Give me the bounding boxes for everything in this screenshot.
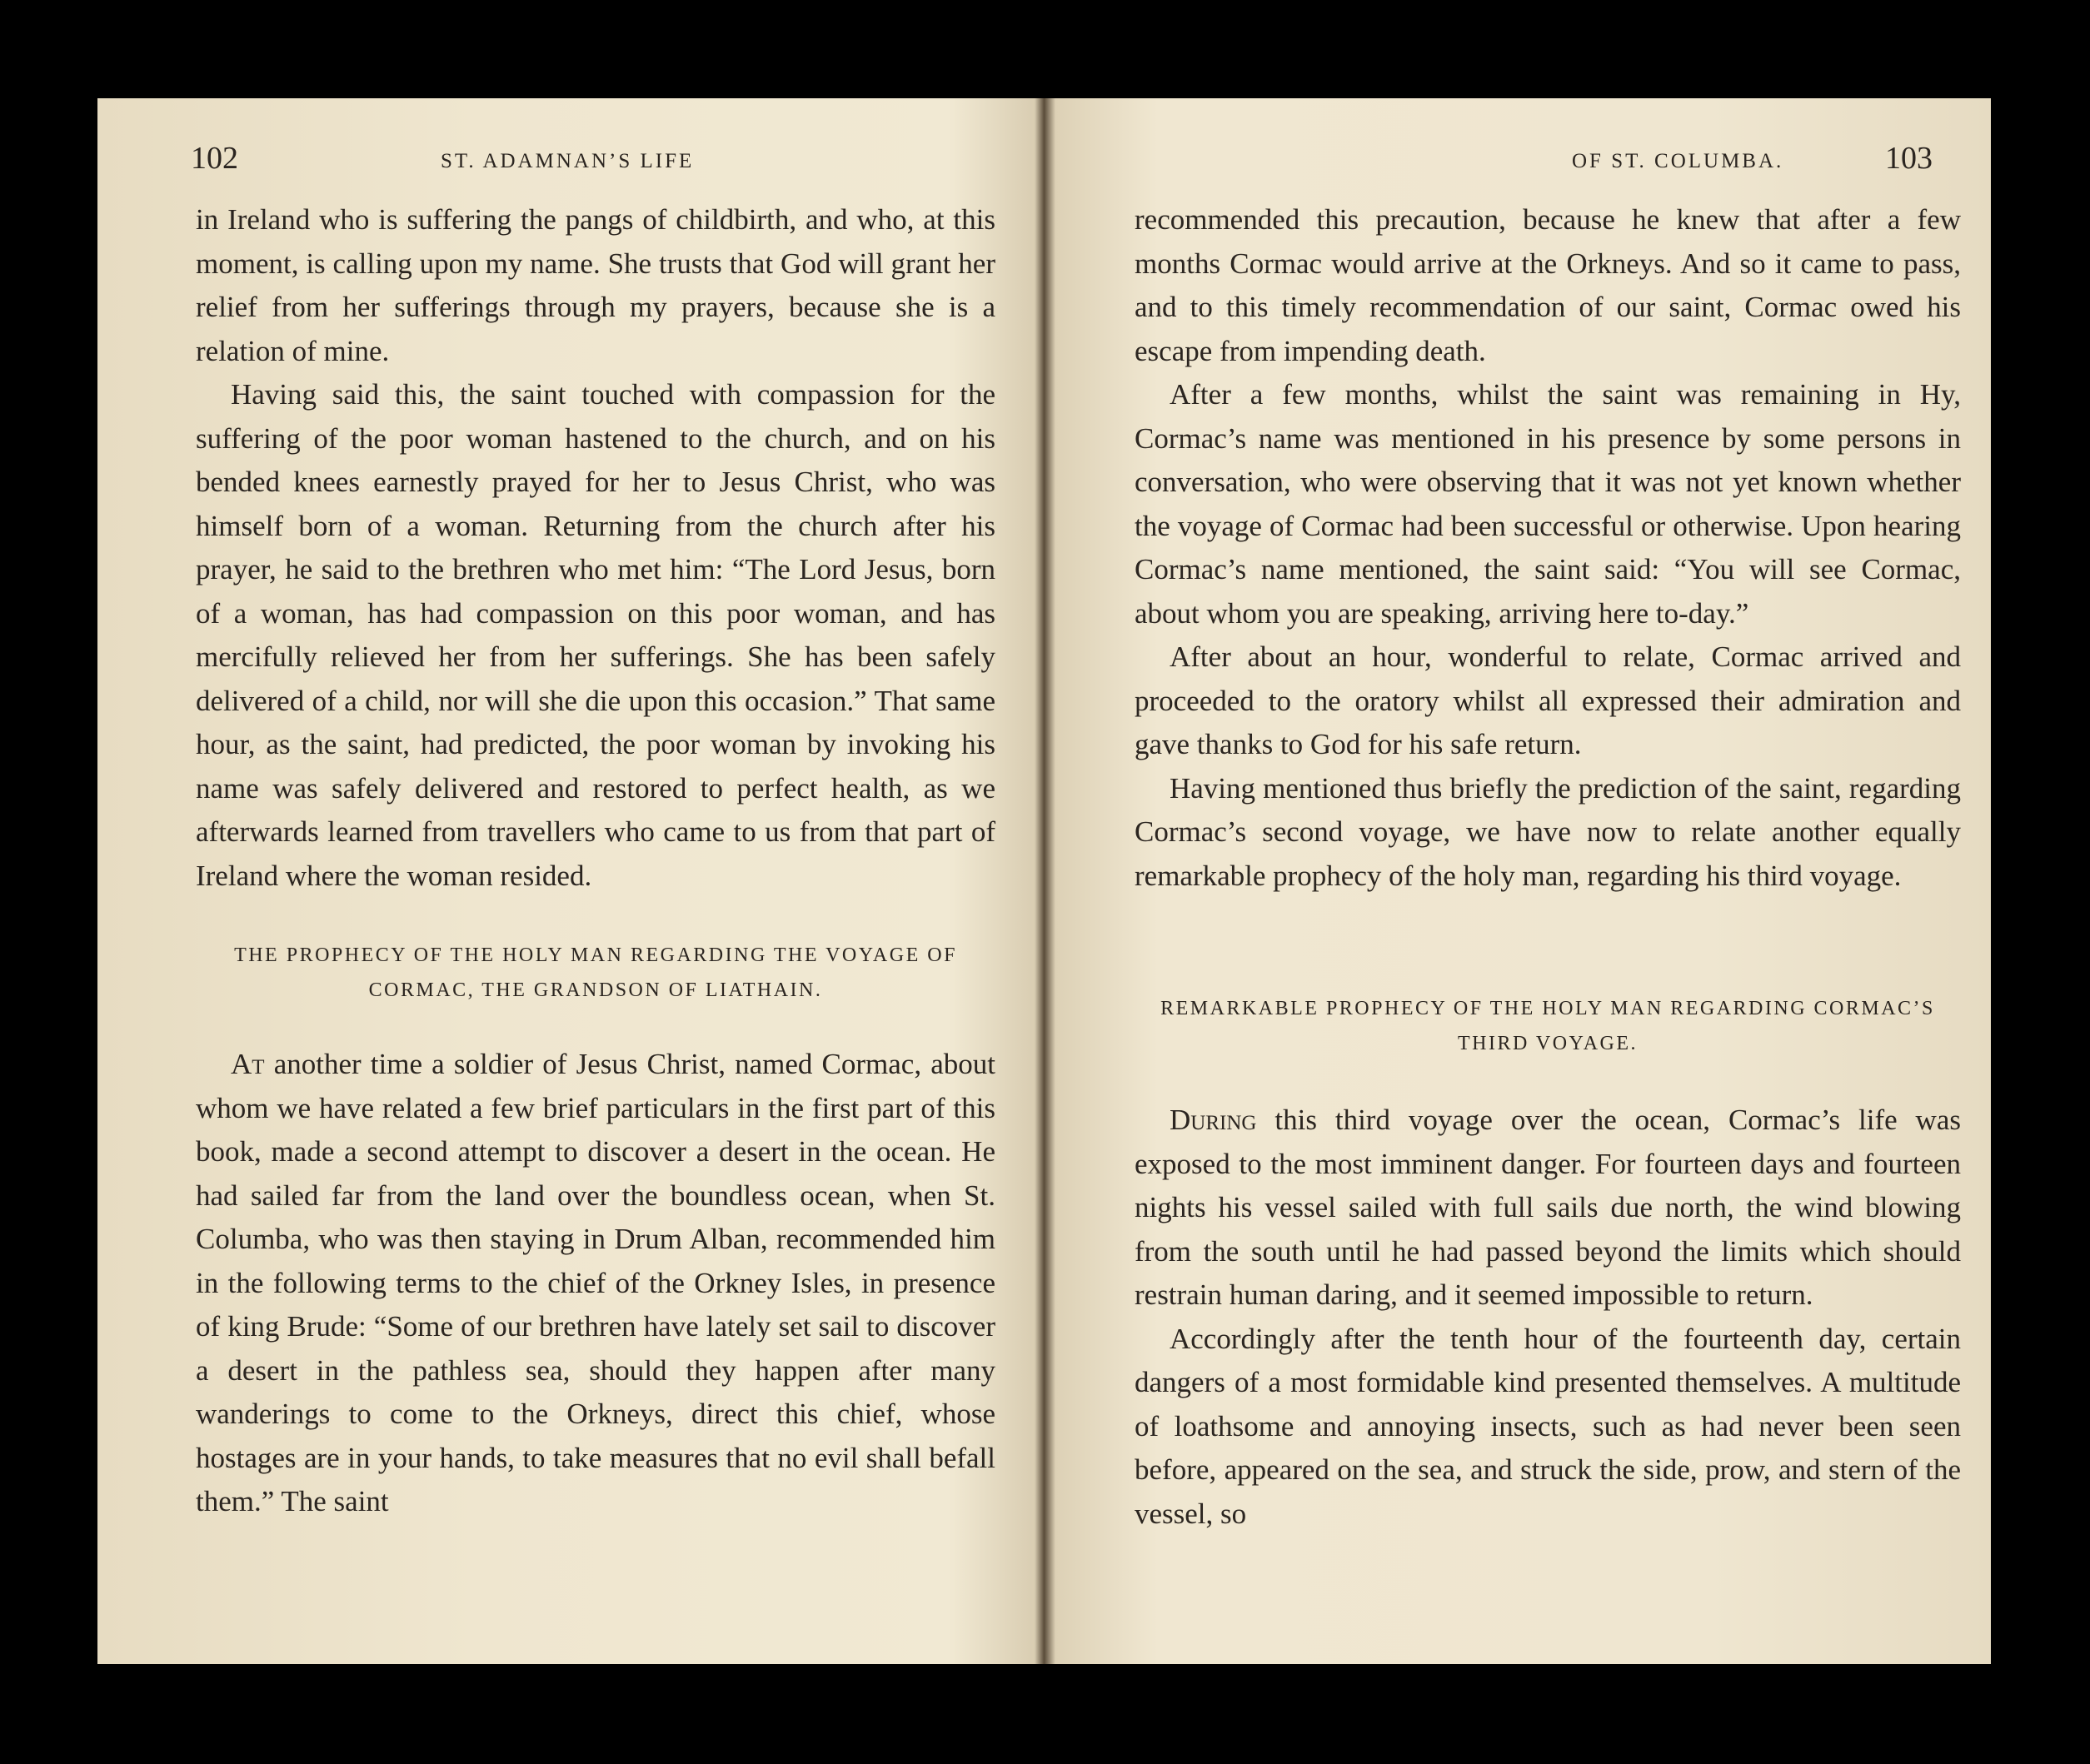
- paragraph: [196, 1043, 995, 1524]
- running-title-right: OF ST. COLUMBA.: [1572, 150, 1784, 172]
- page-number-left: 102: [191, 141, 238, 176]
- paragraph: in Ireland who is suffering the pangs of childbirth, and who, at this moment, is calling upon my name. She trusts that God will grant her relief from her sufferings through my prayers, because she is a relation of mine.: [196, 203, 995, 367]
- paragraph: After about an hour, wonderful to relate, Cormac arrived and proceeded to the oratory whilst all expressed their admiration and gave thanks to God for his safe return.: [1135, 640, 1961, 760]
- left-page: [97, 98, 1047, 1664]
- paragraph-text: another time a soldier of Jesus Christ, named Cormac, about whom we have related a few brief particulars in the first part of this book, made a second attempt to discover a desert in the ocean. He had sailed far from the land over the boundless ocean, when St. Columba, who was then staying in Drum Alban, recommended him in the following terms to the chief of the Orkney Isles, in presence of king Brude: “Some of our brethren have lately set sail to discover a desert in the pathless sea, should they happen after many wanderings to come to the Orkneys, direct this chief, whose hostages are in your hands, to take measures that no evil shall befall them.” The saint: [196, 1048, 995, 1517]
- right-page: [1055, 98, 1991, 1664]
- paragraph: [1135, 1099, 1961, 1318]
- book-spread: [97, 98, 1991, 1664]
- paragraph: recommended this precaution, because he knew that after a few months Cormac would arrive at the Orkneys. And so it came to pass, and to this timely recommendation of our saint, Cormac owed his escape from impending death.: [1135, 203, 1961, 367]
- paragraph: After a few months, whilst the saint was remaining in Hy, Cormac’s name was mentioned in his presence by some persons in conversation, who were observing that it was not yet known whether the voyage of Cormac had been successful or otherwise. Upon hearing Cormac’s name mentioned, the saint said: “You will see Cormac, about whom you are speaking, arriving here to-day.”: [1135, 378, 1961, 630]
- left-page-text: [196, 198, 995, 1524]
- drop-lead-word: At: [231, 1048, 265, 1080]
- running-head-left: [97, 140, 1047, 190]
- paragraph: Having said this, the saint touched with compassion for the suffering of the poor woman hastened to the church, and on his bended knees earnestly prayed for her to Jesus Christ, who was himself born of a woman. Returning from the church after his prayer, he said to the brethren who met him: “The Lord Jesus, born of a woman, has had compassion on this poor woman, and has mercifully relieved her from her sufferings. She has been safely delivered of a child, nor will she die upon this occasion.” That same hour, as the saint, had predicted, the poor woman by invoking his name was safely delivered and restored to perfect health, as we afterwards learned from travellers who came to us from that part of Ireland where the woman resided.: [196, 378, 995, 892]
- section-heading: REMARKABLE PROPHECY OF THE HOLY MAN REGARDING CORMAC’S THIRD VOYAGE.: [1160, 998, 1935, 1054]
- page-number-right: 103: [1885, 141, 1933, 176]
- paragraph: Accordingly after the tenth hour of the fourteenth day, certain dangers of a most formidable kind presented themselves. A multitude of loathsome and annoying insects, such as had never been seen before, appeared on the sea, and struck the side, prow, and stern of the vessel, so: [1135, 1322, 1961, 1530]
- drop-lead-word: During: [1170, 1104, 1257, 1136]
- paragraph-text: this third voyage over the ocean, Cormac’s life was exposed to the most imminent danger. For fourteen days and fourteen nights his vessel sailed with full sails due north, the wind blowing from the south until he had passed beyond the limits which should restrain human daring, and it seemed impossible to return.: [1135, 1104, 1961, 1311]
- paragraph: Having mentioned thus briefly the prediction of the saint, regarding Cormac’s second voyage, we have now to relate another equally remarkable prophecy of the holy man, regarding his third voyage.: [1135, 771, 1961, 892]
- running-title-left: ST. ADAMNAN’S LIFE: [441, 150, 695, 172]
- right-page-text: [1135, 198, 1961, 1536]
- section-heading: THE PROPHECY OF THE HOLY MAN REGARDING THE VOYAGE OF CORMAC, THE GRANDSON OF LIATHAIN.: [234, 944, 957, 1001]
- running-head-right: [1055, 140, 1991, 190]
